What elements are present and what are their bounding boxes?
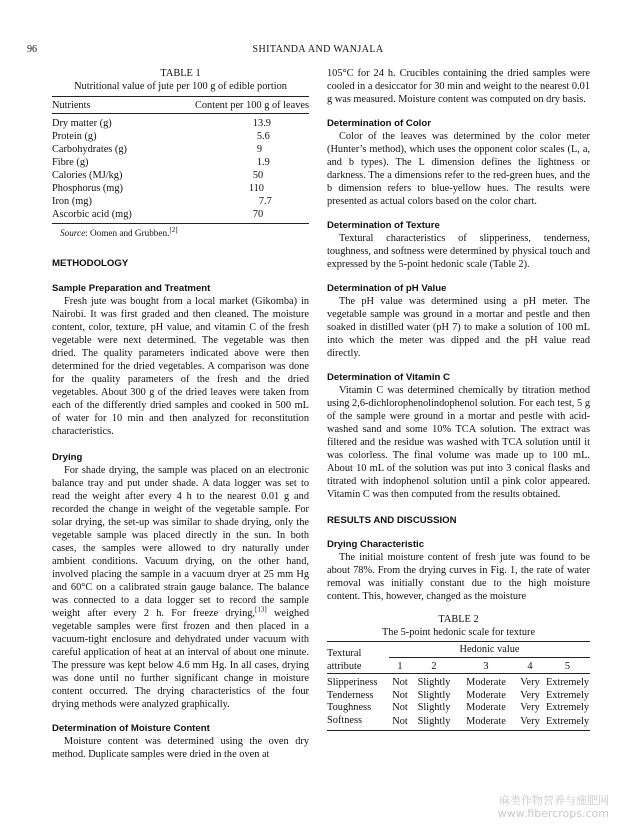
ph-heading: Determination of pH Value — [327, 283, 447, 294]
table-row — [327, 702, 590, 715]
attribute-name: Slipperiness — [327, 677, 378, 689]
hedonic-cell: Moderate — [466, 677, 506, 689]
nutrient-name: Calories (MJ/kg) — [52, 170, 123, 181]
drying-ref: [13] — [255, 605, 267, 614]
col-attribute-header — [327, 642, 389, 674]
hedonic-cell: Slightly — [417, 715, 451, 727]
hedonic-cell: Very — [520, 689, 540, 701]
watermark-line-1: 麻类作物营养与施肥网 — [499, 794, 609, 807]
texture-paragraph: Textural characteristics of slipperiness, tenderness, toughness, and softness were determined by physical touch and expressed by the 5-point hedonic scale (Table 2). — [327, 233, 590, 270]
vitamin-c-paragraph: Vitamin C was determined chemically by titration method using 2,6-dichlorophenolindophenol solution. For each test, 5 g of the sample were ground in a mortar and pestle with acid-washed sand and some 10% TCA solution. The extract was filtered and the residue was washed with TCA solution until it was colorless. The final volume was made up to 100 mL. About 10 mL of the solution was put into 3 conical flasks and titrated with indophenol solution until a pink color appeared. Vitamin C was then computed from the results obtained. — [327, 385, 590, 500]
table-row — [327, 715, 590, 730]
scale-value: 5 — [564, 660, 571, 672]
hedonic-cell: Slightly — [417, 689, 451, 701]
moisture-paragraph: Moisture content was determined using the oven dry method. Duplicate samples were dried in the oven at — [52, 736, 309, 760]
table-row — [327, 690, 590, 703]
nutrient-value: 50 — [252, 170, 264, 181]
col-attribute-line-1: Textural — [327, 648, 362, 659]
nutrient-name: Ascorbic acid (mg) — [52, 209, 132, 220]
methodology-heading: METHODOLOGY — [52, 258, 129, 269]
hedonic-cell: Moderate — [466, 689, 506, 701]
drying-text-part-1: For shade drying, the sample was placed on an electronic balance tray and put under shade. A data logger was set to read the weight after every 4 h to the nearest 0.01 g and recorded the change in weight of the vegetable sample. For solar drying, the set-up was similar to shade drying, only the vegetable sample was placed directly in the sun. In both cases, the samples were allowed to dry naturally under ambient conditions. Vacuum drying, on the other hand, involved placing the sample in a vacuum dryer at 25 mm Hg and 60°C on a calibrated strain gauge balance. The balance was connected to a data logger set to record the sample weight after every 2 h. For freeze drying, — [52, 465, 309, 619]
table-1-grid — [52, 97, 309, 223]
nutrient-name: Carbohydrates (g) — [52, 144, 127, 155]
table-1 — [52, 67, 309, 239]
hedonic-cell: Moderate — [466, 715, 506, 727]
nutrient-value: 5.6 — [256, 131, 270, 142]
hedonic-cell: Extremely — [545, 677, 590, 689]
source-ref: [2] — [169, 225, 178, 234]
nutrient-value: 70 — [252, 209, 264, 220]
hedonic-cell: Very — [520, 677, 540, 689]
source-text: : Oomen and Grubben. — [85, 228, 170, 238]
col-attribute-line-2: attribute — [327, 660, 362, 672]
table-2 — [327, 613, 590, 731]
table-row — [52, 117, 309, 130]
ph-paragraph: The pH value was determined using a pH meter. The vegetable sample was ground in a mortar and pestle and then soaked in distilled water (pH 7) to make a solution of 100 mL into which the meter was dipped and the pH value read directly. — [327, 296, 590, 359]
source-label: Source — [60, 228, 86, 238]
nutrient-name: Iron (mg) — [52, 196, 92, 207]
hedonic-cell: Slightly — [417, 702, 451, 714]
scale-value: 2 — [431, 660, 437, 672]
watermark-line-2: www.fibercrops.com — [497, 807, 609, 820]
hedonic-cell: Very — [520, 715, 540, 727]
nutrient-name: Dry matter (g) — [52, 118, 112, 129]
table-row — [327, 677, 590, 690]
vitamin-c-heading: Determination of Vitamin C — [327, 372, 450, 383]
table-1-caption: Nutritional value of jute per 100 g of edible portion — [74, 81, 287, 92]
hedonic-cell: Moderate — [466, 702, 506, 714]
table-row — [52, 169, 309, 182]
nutrient-value: 7.7 — [258, 196, 272, 207]
table-row — [52, 130, 309, 143]
nutrient-name: Fibre (g) — [52, 157, 89, 168]
scale-value: 4 — [527, 660, 533, 672]
running-header — [27, 44, 609, 58]
table-row — [52, 208, 309, 223]
nutrient-name: Phosphorus (mg) — [52, 183, 123, 194]
moisture-heading: Determination of Moisture Content — [52, 723, 210, 734]
watermark — [498, 794, 609, 820]
attribute-name: Toughness — [327, 702, 372, 714]
table-row — [52, 156, 309, 169]
nutrient-value: 13.9 — [252, 118, 271, 129]
hedonic-cell: Not — [392, 702, 408, 714]
sample-prep-paragraph: Fresh jute was bought from a local market (Gikomba) in Nairobi. It was first graded and then cleaned. The moisture content, color, texture, pH value, and vitamin C of the fresh vegetable were next determined. The vegetable was then dried. The quality parameters indicated above were then determined for the dried vegetables. A comparison was done for the quality parameters of the fresh and the dried vegetables. About 300 g of the dried leaves were taken from each of the differently dried samples and cooked in 500 mL of water for 10 min and then analyzed for reconstitution characteristics. — [52, 296, 309, 437]
color-heading: Determination of Color — [327, 118, 431, 129]
table-2-caption: The 5-point hedonic scale for texture — [381, 627, 536, 638]
table-2-title: TABLE 2 — [438, 614, 479, 625]
table-1-title: TABLE 1 — [160, 68, 201, 79]
nutrient-name: Protein (g) — [52, 131, 97, 142]
table-1-header-row — [52, 97, 309, 114]
table-1-bottom-rule — [52, 223, 309, 224]
drying-paragraph — [52, 464, 309, 711]
col-group-header: Hedonic value — [389, 642, 590, 657]
nutrient-value: 110 — [248, 183, 264, 194]
attribute-name: Softness — [327, 714, 363, 726]
col-content-header: Content per 100 g of leaves — [194, 100, 309, 111]
hedonic-cell: Extremely — [545, 689, 590, 701]
color-paragraph: Color of the leaves was determined by the color meter (Hunter’s method), which uses the opponent color scales (L, a, and b types). The L dimension defines the lightness or darkness. The a dimensions refer to the red-green hues, and the b dimension refers to blue-yellow hues. The results were presented as actual colors based on the color chart. — [327, 131, 590, 207]
table-2-grid — [327, 642, 590, 730]
table-row — [52, 195, 309, 208]
hedonic-cell: Extremely — [545, 715, 590, 727]
drying-characteristic-paragraph: The initial moisture content of fresh jute was found to be about 78%. From the drying curves in Fig. 1, the rate of water removal was initially constant due to the high moisture content. This, however, changed as the moisture — [327, 552, 590, 602]
scale-value: 3 — [483, 660, 489, 672]
running-head: SHITANDA AND WANJALA — [252, 44, 384, 55]
hedonic-cell: Not — [392, 677, 408, 689]
nutrient-value: 1.9 — [256, 157, 270, 168]
page-number: 96 — [27, 44, 37, 55]
table-1-source — [52, 227, 309, 239]
table-2-bottom-rule — [327, 730, 590, 731]
col-nutrients-header: Nutrients — [52, 100, 91, 111]
hedonic-cell: Slightly — [417, 677, 451, 689]
drying-text-part-2: weighed vegetable samples were first frozen and then placed in a vacuum-tight enclosure and dehydrated under vacuum with careful application of heat at an interval of about one minute. The pressure was kept below 4.6 mm Hg. In all cases, drying was done until no further significant change in moisture content occurred. The drying characteristics of the four drying methods were analyzed graphically. — [52, 608, 309, 710]
sample-prep-heading: Sample Preparation and Treatment — [52, 283, 211, 294]
nutrient-value: 9 — [256, 144, 263, 155]
table-row — [52, 143, 309, 156]
texture-heading: Determination of Texture — [327, 220, 440, 231]
drying-characteristic-heading: Drying Characteristic — [327, 539, 425, 550]
hedonic-cell: Very — [520, 702, 540, 714]
drying-heading: Drying — [52, 452, 83, 463]
left-column — [52, 67, 309, 761]
hedonic-cell: Not — [392, 689, 408, 701]
table-row — [52, 182, 309, 195]
right-column — [327, 67, 590, 731]
hedonic-cell: Extremely — [545, 702, 590, 714]
scale-value: 1 — [397, 660, 403, 672]
results-heading: RESULTS AND DISCUSSION — [327, 515, 457, 526]
hedonic-cell: Not — [392, 715, 408, 727]
moisture-paragraph-continued: 105°C for 24 h. Crucibles containing the dried samples were cooled in a desiccator for 30 min and weight to the nearest 0.01 g was measured. Moisture content was computed on dry basis. — [327, 68, 590, 105]
attribute-name: Tenderness — [327, 689, 374, 701]
